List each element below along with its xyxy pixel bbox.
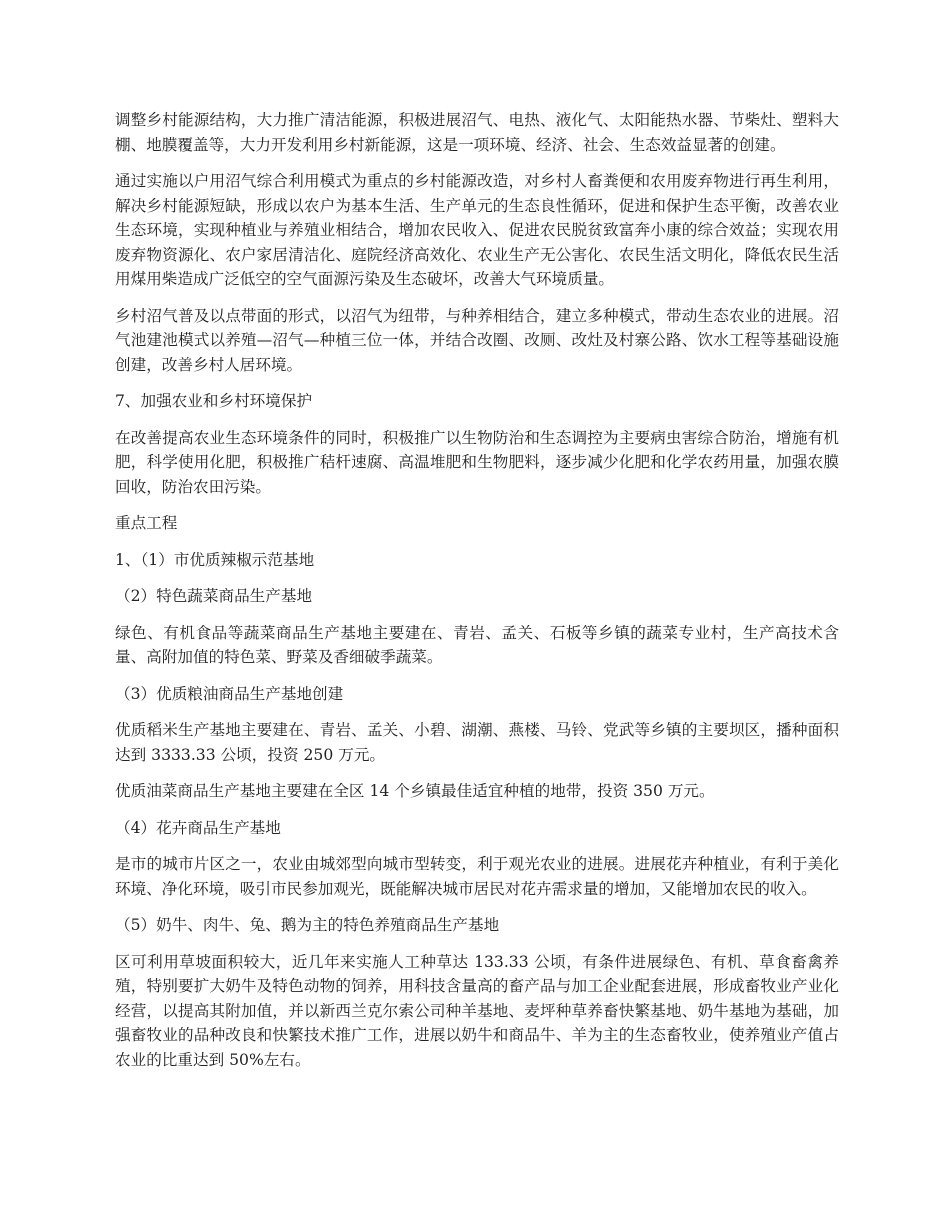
item-heading-grain-oil-base: （3）优质粮油商品生产基地创建 [115, 684, 344, 703]
document-body [115, 108, 839, 1084]
paragraph-biogas-utilization: 通过实施以户用沼气综合利用模式为重点的乡村能源改造，对乡村人畜粪便和农用废弃物进行再生利用，解决乡村能源短缺，形成以农户为基本生活、生产单元的生态良性循环，促进和保护生态平衡，改善农业生态环境，实现种植业与养殖业相结合，增加农民收入、促进农民脱贫致富奔小康的综合效益；实现农用废弃物资源化、农户家居清洁化、庭院经济高效化、农业生产无公害化、农民生活文明化，降低农民生活用煤用柴造成广泛低空的空气面源污染及生态破坏，改善大气环境质量。 [115, 172, 839, 288]
item-heading-flower-base: （4）花卉商品生产基地 [115, 818, 281, 837]
section-heading-environment-protection: 7、加强农业和乡村环境保护 [115, 392, 313, 410]
item-heading-livestock-base: （5）奶牛、肉牛、兔、鹅为主的特色养殖商品生产基地 [115, 916, 500, 934]
paragraph-rapeseed-base: 优质油菜商品生产基地主要建在全区 14 个乡镇最佳适宜种植的地带，投资 350 万元。 [115, 782, 715, 800]
paragraph-livestock-base: 区可利用草坡面积较大，近几年来实施人工种草达 133.33 公顷，有条件进展绿色、有机、草食畜禽养殖，特别要扩大奶牛及特色动物的饲养，用科技含量高的畜产品与加工企业配套进展，形成畜牧业产业化经营，以提高其附加值，并以新西兰克尔索公司种羊基地、麦坪种草养畜快繁基地、奶牛基地为基础，加强畜牧业的品种改良和快繁技术推广工作，进展以奶牛和商品牛、羊为主的生态畜牧业，使养殖业产值占农业的比重达到 50%左右。 [115, 952, 839, 1069]
paragraph-rice-base: 优质稻米生产基地主要建在、青岩、孟关、小碧、湖潮、燕楼、马铃、党武等乡镇的主要坝区，播种面积达到 3333.33 公顷，投资 250 万元。 [115, 721, 839, 764]
item-heading-pepper-base: 1、（1）市优质辣椒示范基地 [115, 550, 315, 569]
section-heading-key-projects: 重点工程 [115, 514, 178, 532]
paragraph-vegetable-base: 绿色、有机食品等蔬菜商品生产基地主要建在、青岩、孟关、石板等乡镇的蔬菜专业村，生产高技术含量、高附加值的特色菜、野菜及香细破季蔬菜。 [115, 623, 839, 666]
paragraph-ecological-environment: 在改善提高农业生态环境条件的同时，积极推广以生物防治和生态调控为主要病虫害综合防治，增施有机肥，科学使用化肥，积极推广秸杆速腐、高温堆肥和生物肥料，逐步减少化肥和化学农药用量，加强农膜回收，防治农田污染。 [115, 428, 839, 496]
paragraph-energy-structure: 调整乡村能源结构，大力推广清洁能源，积极进展沼气、电热、液化气、太阳能热水器、节柴灶、塑料大棚、地膜覆盖等，大力开发利用乡村新能源，这是一项环境、经济、社会、生态效益显著的创建。 [115, 111, 839, 154]
item-heading-vegetable-base: （2）特色蔬菜商品生产基地 [115, 587, 313, 605]
paragraph-flower-base: 是市的城市片区之一，农业由城郊型向城市型转变，利于观光农业的进展。进展花卉种植业，有利于美化环境、净化环境，吸引市民参加观光，既能解决城市居民对花卉需求量的增加，又能增加农民的收入。 [115, 855, 839, 898]
paragraph-biogas-popularization: 乡村沼气普及以点带面的形式，以沼气为纽带，与种养相结合，建立多种模式，带动生态农业的进展。沼气池建池模式以养殖—沼气—种植三位一体，并结合改圈、改厕、改灶及村寨公路、饮水工程等基础设施创建，改善乡村人居环境。 [115, 306, 839, 374]
